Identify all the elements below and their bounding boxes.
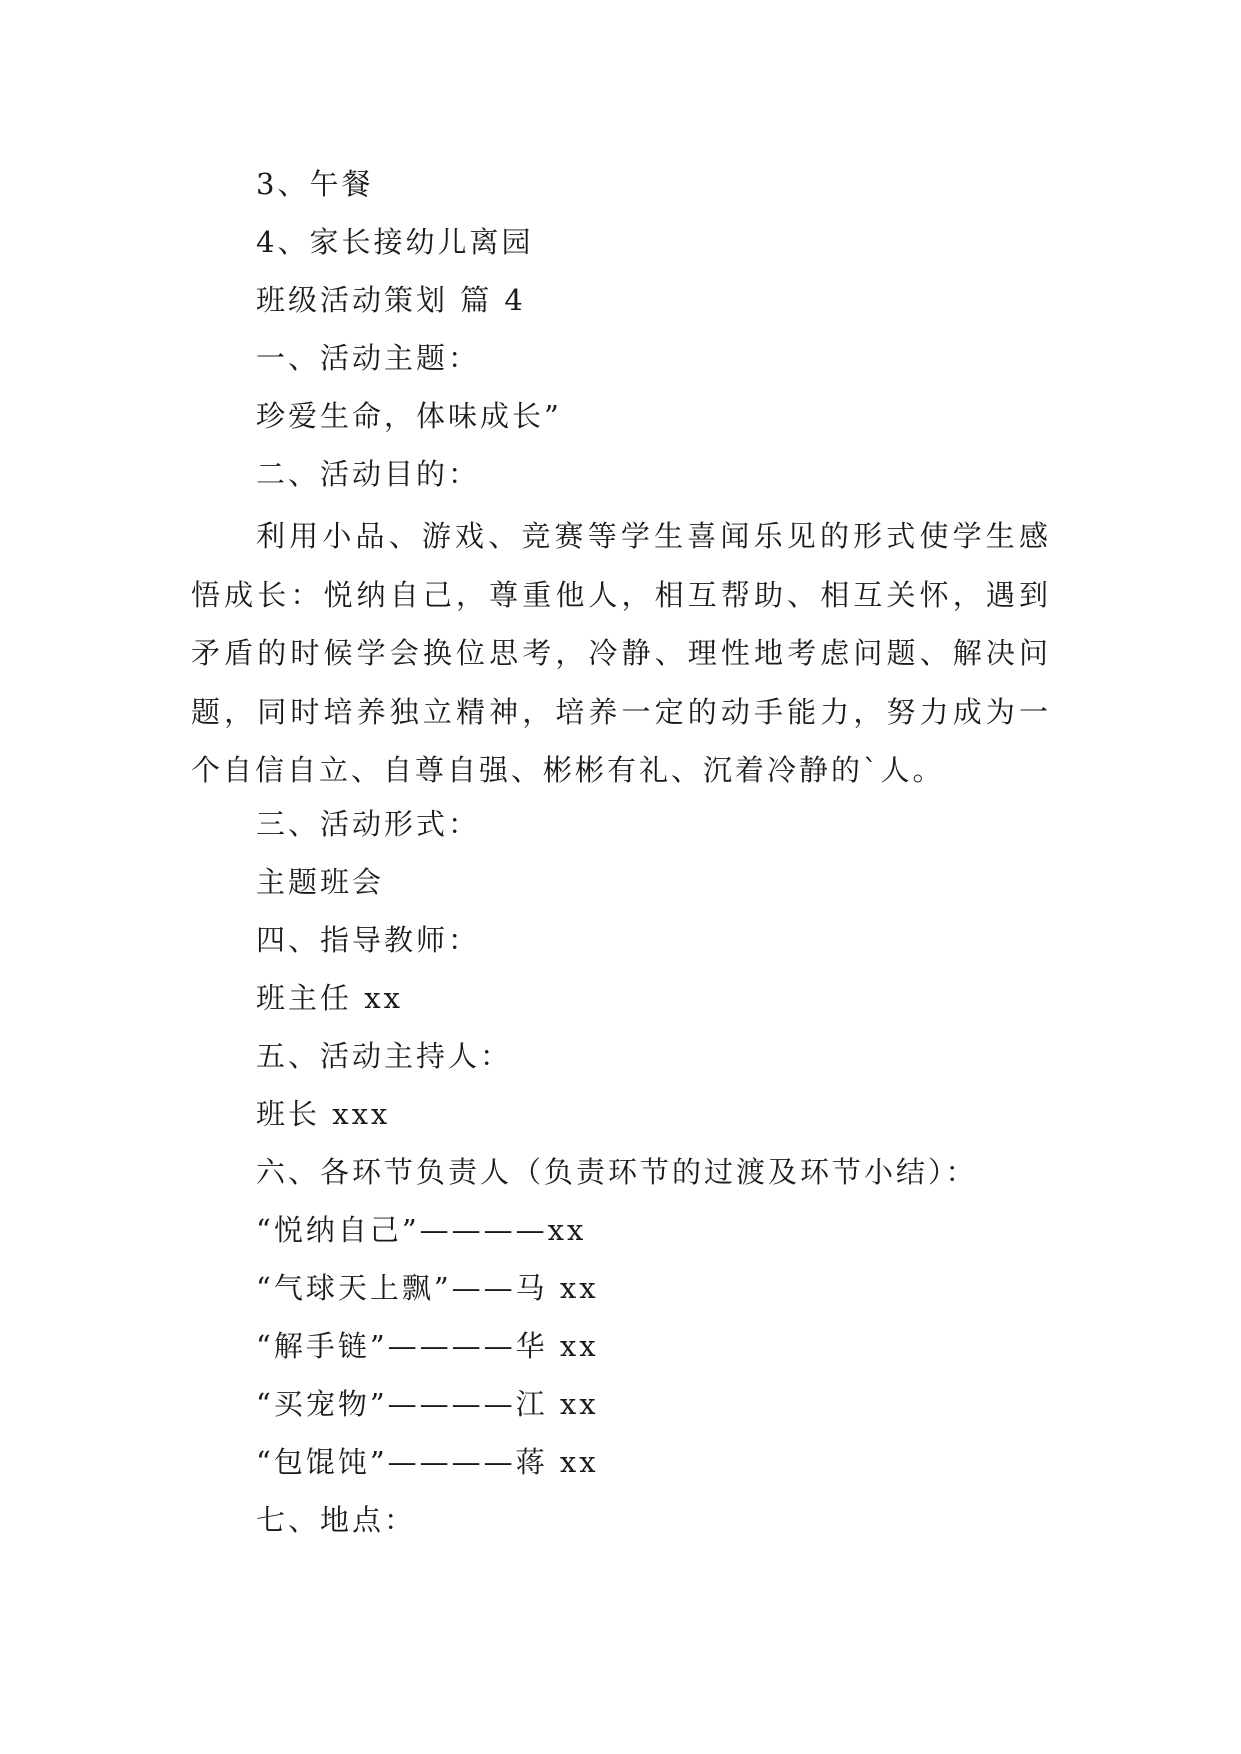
segment-lead-3: “解手链”————华 xx (256, 1329, 599, 1363)
text-theme: 珍爱生命，体味成长” (256, 399, 562, 433)
heading-host: 五、活动主持人： (256, 1039, 513, 1073)
text-host: 班长 xxx (256, 1097, 391, 1131)
heading-activity-form: 三、活动形式： (256, 807, 481, 841)
heading-segment-leads: 六、各环节负责人（负责环节的过渡及环节小结）： (256, 1155, 978, 1189)
text-form: 主题班会 (256, 865, 385, 899)
segment-lead-5: “包馄饨”————蒋 xx (256, 1445, 599, 1479)
segment-lead-2: “气球天上飘”——马 xx (256, 1271, 599, 1305)
heading-activity-purpose: 二、活动目的： (256, 457, 481, 491)
segment-lead-1: “悦纳自己”————xx (256, 1213, 587, 1247)
text-instructor: 班主任 xx (256, 981, 403, 1015)
purpose-paragraph: 利用小品、游戏、竞赛等学生喜闻乐见的形式使学生感悟成长：悦纳自己，尊重他人，相互帮助、相互关怀，遇到矛盾的时候学会换位思考，冷静、理性地考虑问题、解决问题，同时培养独立精神，培养一定的动手能力，努力成为一个自信自立、自尊自强、彬彬有礼、沉着冷静的`人。 (191, 519, 1051, 787)
heading-location: 七、地点： (256, 1503, 417, 1537)
text-line-pickup: 4、家长接幼儿离园 (256, 225, 534, 259)
text-line-lunch: 3、午餐 (256, 167, 374, 201)
heading-instructor: 四、指导教师： (256, 923, 481, 957)
heading-activity-theme: 一、活动主题： (256, 341, 481, 375)
segment-lead-4: “买宠物”————江 xx (256, 1387, 599, 1421)
section-title: 班级活动策划 篇 4 (256, 283, 526, 317)
